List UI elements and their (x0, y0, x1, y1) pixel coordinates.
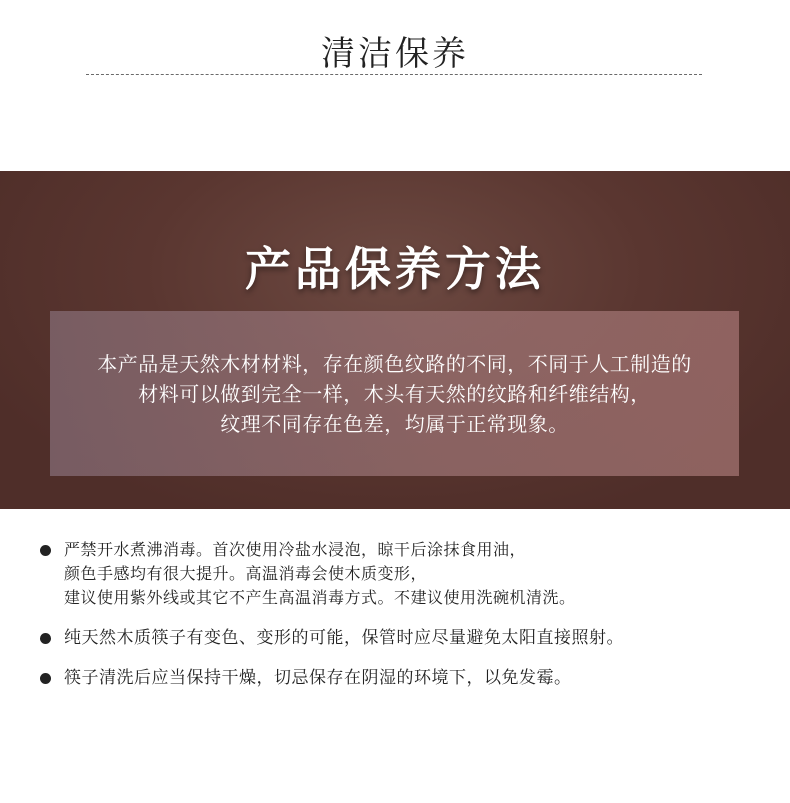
banner-description-box (50, 311, 739, 476)
bullet-icon (40, 633, 51, 644)
note-line: 纯天然木质筷子有变色、变形的可能，保管时应尽量避免太阳直接照射。 (64, 628, 624, 648)
note-line: 严禁开水煮沸消毒。首次使用冷盐水浸泡，晾干后涂抹食用油， (64, 540, 527, 559)
description-line: 纹理不同存在色差，均属于正常现象。 (220, 411, 569, 436)
care-method-banner (0, 171, 790, 509)
note-line: 筷子清洗后应当保持干燥，切忌保存在阴湿的环境下，以免发霉。 (64, 668, 572, 688)
list-item (40, 626, 760, 650)
bullet-icon (40, 545, 51, 556)
page-title: 清洁保养 (321, 34, 469, 74)
banner-title: 产品保养方法 (245, 242, 545, 296)
header (0, 0, 790, 90)
list-item (40, 666, 760, 690)
care-notes-list (40, 538, 760, 706)
banner-description (75, 349, 715, 439)
list-item (40, 538, 760, 610)
note-line: 建议使用紫外线或其它不产生高温消毒方式。不建议使用洗碗机清洗。 (64, 588, 576, 607)
bullet-icon (40, 673, 51, 684)
note-line: 颜色手感均有很大提升。高温消毒会使木质变形， (64, 564, 428, 583)
description-line: 材料可以做到完全一样，木头有天然的纹路和纤维结构， (138, 381, 651, 406)
title-divider (86, 74, 702, 75)
description-line: 本产品是天然木材材料，存在颜色纹路的不同，不同于人工制造的 (97, 351, 692, 376)
